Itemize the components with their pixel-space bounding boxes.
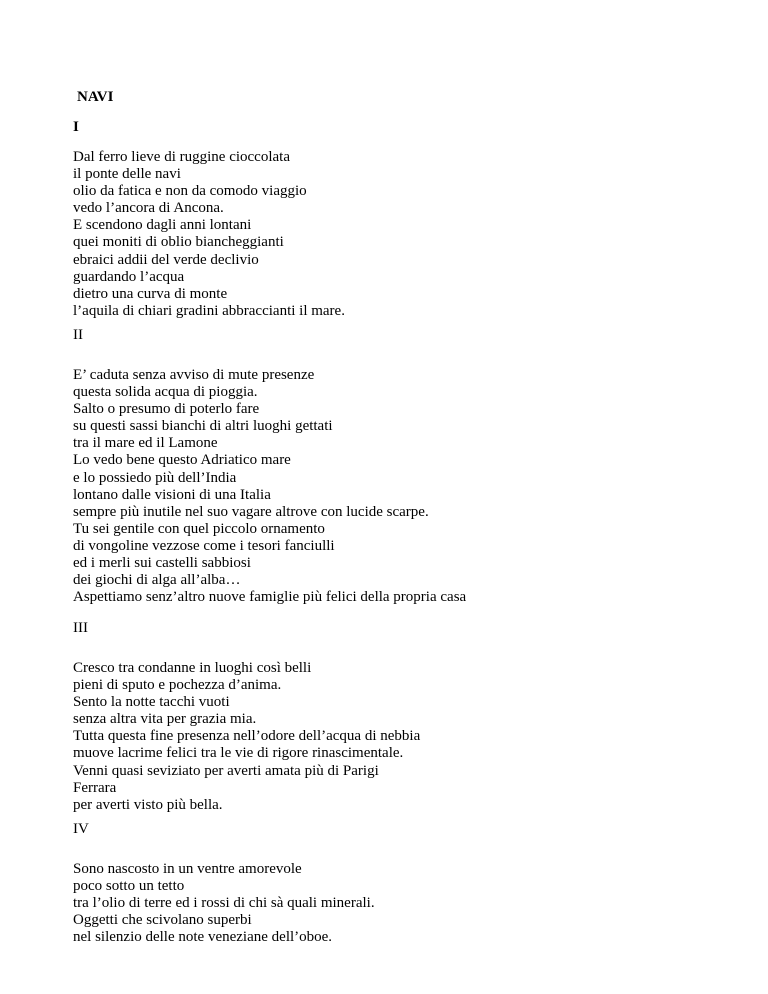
verse-line: tra il mare ed il Lamone [73, 435, 218, 452]
section-numeral-4: IV [73, 821, 89, 837]
poem-title: NAVI [77, 89, 114, 105]
verse-line: sempre più inutile nel suo vagare altrove con lucide scarpe. [73, 503, 429, 520]
verse-line: E scendono dagli anni lontani [73, 217, 252, 234]
verse-line: Cresco tra condanne in luoghi così belli [73, 660, 312, 676]
verse-line: vedo l’ancora di Ancona. [73, 200, 224, 217]
section-numeral-3: III [73, 620, 88, 636]
verse-line: tra l’olio di terre ed i rossi di chi sà quali minerali. [73, 895, 375, 912]
verse-line: lontano dalle visioni di una Italia [73, 486, 271, 503]
verse-line: dietro una curva di monte [73, 285, 228, 302]
section-numeral-2: II [73, 327, 83, 343]
verse-line: senza altra vita per grazia mia. [73, 711, 257, 728]
verse-line: il ponte delle navi [73, 166, 181, 183]
stanza-2 [73, 367, 466, 606]
verse-line: poco sotto un tetto [73, 878, 185, 895]
verse-line: ed i merli sui castelli sabbiosi [73, 555, 251, 572]
verse-line: Oggetti che scivolano superbi [73, 912, 252, 929]
stanza-4 [73, 861, 375, 946]
verse-line: di vongoline vezzose come i tesori fanciulli [73, 537, 335, 554]
verse-line: olio da fatica e non da comodo viaggio [73, 183, 307, 200]
verse-line: questa solida acqua di pioggia. [73, 384, 258, 401]
verse-line: Ferrara [73, 779, 117, 796]
verse-line: e lo possiedo più dell’India [73, 469, 237, 486]
verse-line: quei moniti di oblio biancheggianti [73, 234, 284, 251]
verse-line: Sono nascosto in un ventre amorevole [73, 861, 302, 877]
verse-line: ebraici addii del verde declivio [73, 251, 259, 268]
verse-line: muove lacrime felici tra le vie di rigore rinascimentale. [73, 745, 404, 762]
verse-line: guardando l’acqua [73, 268, 185, 285]
verse-line: Sento la notte tacchi vuoti [73, 694, 230, 711]
verse-line: Aspettiamo senz’altro nuove famiglie più felici della propria casa [73, 589, 467, 606]
verse-line: E’ caduta senza avviso di mute presenze [73, 367, 315, 383]
stanza-1 [73, 149, 345, 320]
verse-line: l’aquila di chiari gradini abbraccianti il mare. [73, 302, 345, 319]
verse-line: nel silenzio delle note veneziane dell’oboe. [73, 929, 333, 946]
stanza-3 [73, 660, 420, 814]
verse-line: Dal ferro lieve di ruggine cioccolata [73, 149, 290, 165]
verse-line: Lo vedo bene questo Adriatico mare [73, 452, 291, 469]
verse-line: pieni di sputo e pochezza d’anima. [73, 677, 282, 694]
verse-line: dei giochi di alga all’alba… [73, 572, 241, 589]
verse-line: Tutta questa fine presenza nell’odore dell’acqua di nebbia [73, 728, 421, 745]
verse-line: per averti visto più bella. [73, 796, 223, 813]
verse-line: Venni quasi seviziato per averti amata più di Parigi [73, 762, 379, 779]
section-numeral-1: I [73, 119, 79, 135]
verse-line: su questi sassi bianchi di altri luoghi gettati [73, 418, 333, 435]
verse-line: Tu sei gentile con quel piccolo ornamento [73, 520, 325, 537]
verse-line: Salto o presumo di poterlo fare [73, 401, 260, 418]
